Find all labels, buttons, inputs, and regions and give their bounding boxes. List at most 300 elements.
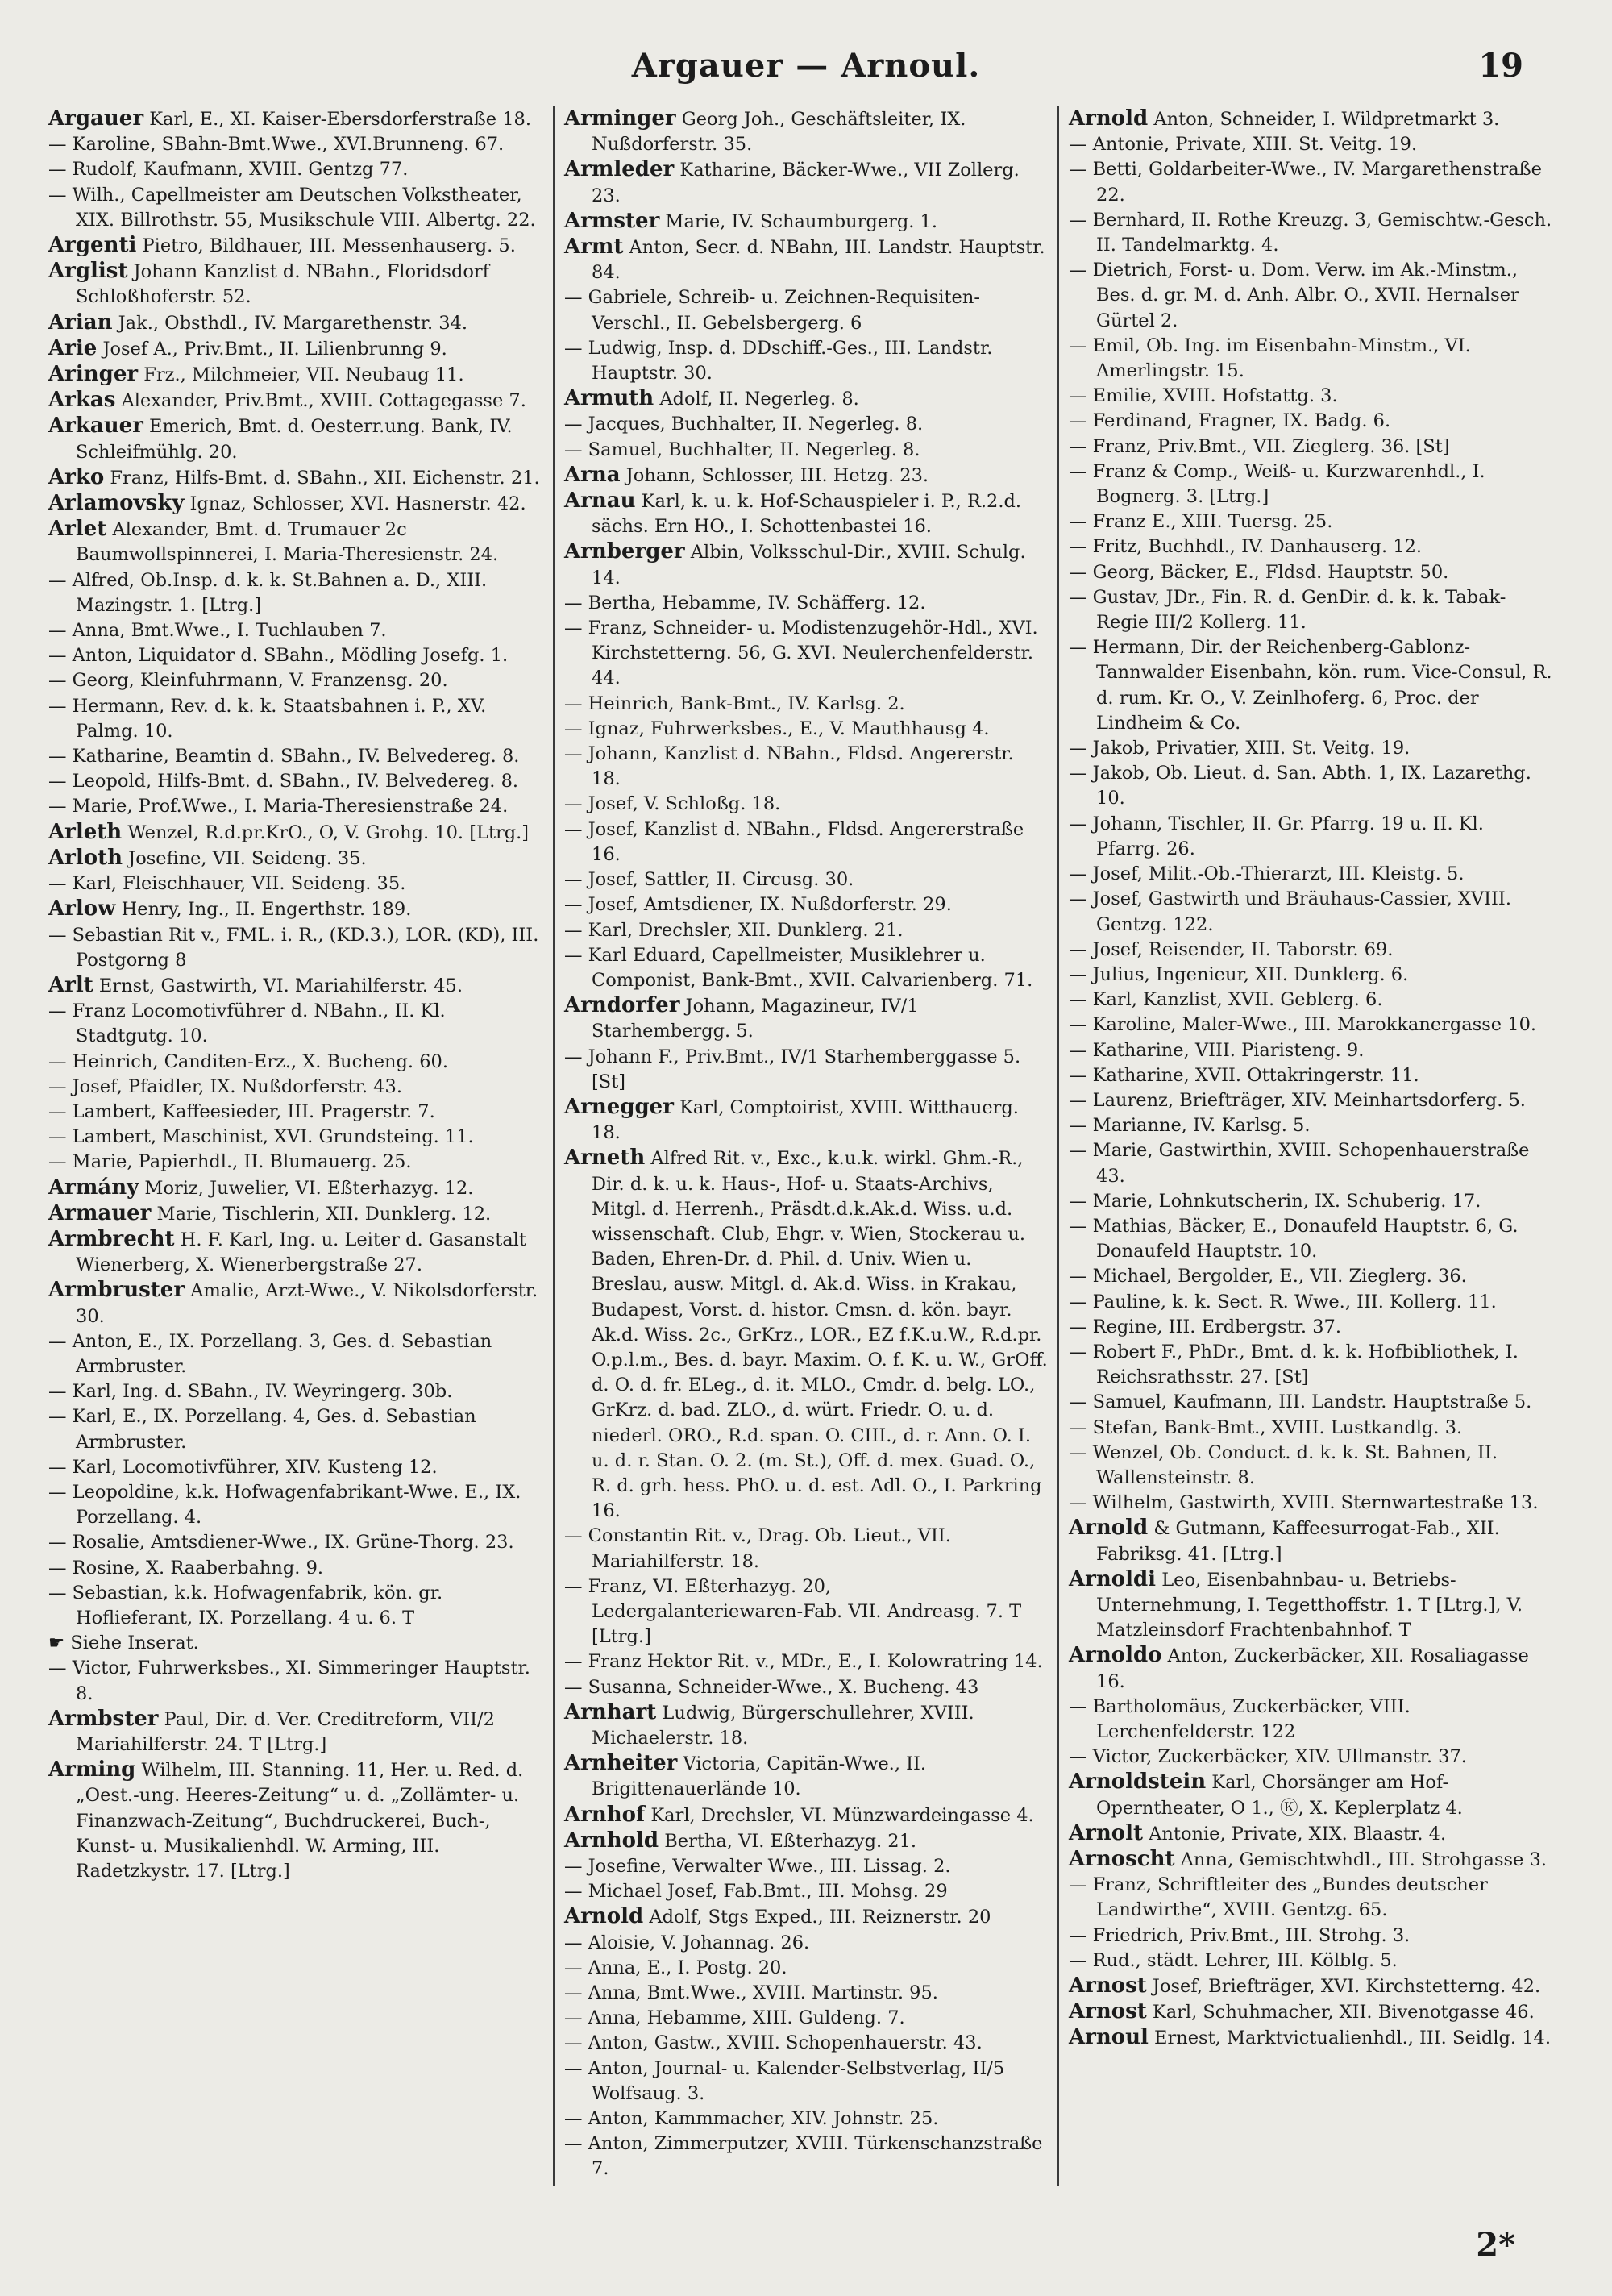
directory-entry	[1069, 1013, 1552, 1038]
entry-details: Georg Joh., Geschäftsleiter, IX. Nußdorferstr. 35.	[592, 109, 966, 156]
entry-surname: Armleder	[564, 157, 675, 182]
entry-details: Emerich, Bmt. d. Oesterr.ung. Bank, IV. Schleifmühlg. 20.	[76, 416, 513, 463]
directory-entry	[564, 2107, 1048, 2132]
entry-surname: Arko	[48, 464, 105, 489]
entry-surname: Arna	[564, 462, 621, 487]
entry-surname: Arnoldo	[1069, 1643, 1162, 1668]
entry-details: Ludwig, Bürgerschullehrer, XVIII. Michaelerstr. 18.	[592, 1702, 974, 1749]
entry-details: — Rosine, X. Raaberbahng. 9.	[48, 1557, 324, 1578]
directory-entry	[1069, 1567, 1552, 1644]
directory-entry	[1069, 384, 1552, 409]
entry-surname: Armbruster	[48, 1278, 185, 1303]
entry-details: Leo, Eisenbahnbau- u. Betriebs-Unternehmung, I. Tegetthoffstr. 1. T [Ltrg.], V. Matzleinsdorf Frachtenbahnhof. T	[1096, 1569, 1523, 1641]
entry-details: Paul, Dir. d. Ver. Creditreform, VII/2 Mariahilferstr. 24. T [Ltrg.]	[76, 1708, 495, 1755]
entry-details: — Anton, Gastw., XVIII. Schopenhauerstr. 43.	[564, 2032, 983, 2054]
entry-details: Frz., Milchmeier, VII. Neubaug 11.	[138, 364, 464, 386]
entry-details: — Josef, Reisender, II. Taborstr. 69.	[1069, 938, 1394, 960]
entry-details: & Gutmann, Kaffeesurrogat-Fab., XII. Fabriksg. 41. [Ltrg.]	[1096, 1518, 1500, 1565]
directory-entry	[48, 388, 543, 414]
entry-surname: Armauer	[48, 1200, 152, 1225]
entry-details: — Anton, Journal- u. Kalender-Selbstverlag, II/5 Wolfsaug. 3.	[564, 2057, 1005, 2104]
entry-surname: Arnhof	[564, 1802, 646, 1827]
directory-entry	[1069, 761, 1552, 811]
entry-details: — Hermann, Rev. d. k. k. Staatsbahnen i. P., XV. Palmg. 10.	[48, 695, 487, 742]
entry-surname: Arian	[48, 310, 113, 335]
entry-details: — Katharine, XVII. Ottakringerstr. 11.	[1069, 1064, 1419, 1086]
directory-entry	[48, 568, 543, 618]
entry-details: — Samuel, Buchhalter, II. Negerleg. 8.	[564, 439, 920, 460]
entry-details: — Gabriele, Schreib- u. Zeichnen-Requisiten-Verschl., II. Gebelsbergerg. 6	[564, 287, 980, 334]
entry-details: — Hermann, Dir. der Reichenberg-Gablonz-Tannwalder Eisenbahn, kön. rum. Vice-Consul, R. d. rum. Kr. O., V. Zeinlhoferg. 6, Proc. der Lindheim & Co.	[1069, 637, 1552, 734]
entry-details: Wilhelm, III. Stanning. 11, Her. u. Red. d. „Oest.-ung. Heeres-Zeitung“ u. d. „Zollämter- u. Finanzwach-Zeitung“, Buchdruckerei, Buch-, Kunst- u. Musikalienhdl. W. Arming, III. Radetzkystr. 17. [Ltrg.]	[76, 1760, 524, 1882]
entry-surname: Arminger	[564, 106, 676, 131]
directory-entry	[1069, 1516, 1552, 1566]
entry-details: — Regine, III. Erdbergstr. 37.	[1069, 1316, 1342, 1337]
directory-entry	[48, 1656, 543, 1706]
entry-details: — Susanna, Schneider-Wwe., X. Bucheng. 43	[564, 1676, 979, 1698]
entry-surname: Argenti	[48, 233, 137, 258]
entry-details: — Leopoldine, k.k. Hofwagenfabrikant-Wwe. E., IX. Porzellang. 4.	[48, 1481, 521, 1529]
directory-entry	[1069, 560, 1552, 585]
entry-details: — Betti, Goldarbeiter-Wwe., IV. Margarethenstraße 22.	[1069, 159, 1542, 206]
entry-details: — Karl, Drechsler, XII. Dunklerg. 21.	[564, 919, 904, 941]
entry-details: Ignaz, Schlosser, XVI. Hasnerstr. 42.	[184, 493, 526, 515]
entry-details: — Anton, E., IX. Porzellang. 3, Ges. d. Sebastian Armbruster.	[48, 1330, 492, 1377]
directory-entry	[564, 1045, 1048, 1095]
entry-details: Johann, Schlosser, III. Hetzg. 23.	[620, 464, 929, 486]
entry-surname: Arlamovsky	[48, 491, 185, 516]
directory-entry	[564, 157, 1048, 208]
entry-details: — Wilhelm, Gastwirth, XVIII. Sternwartestraße 13.	[1069, 1492, 1539, 1514]
entry-details: — Wenzel, Ob. Conduct. d. k. k. St. Bahnen, II. Wallensteinstr. 8.	[1069, 1441, 1498, 1488]
entry-surname: Arlt	[48, 972, 93, 997]
entry-details: — Bernhard, II. Rothe Kreuzg. 3, Gemischtw.-Gesch. II. Tandelmarktg. 4.	[1069, 209, 1552, 256]
entry-details: — Josef, Amtsdiener, IX. Nußdorferstr. 29.	[564, 894, 952, 916]
entry-details: — Jakob, Ob. Lieut. d. San. Abth. 1, IX. Lazarethg. 10.	[1069, 763, 1531, 809]
entry-surname: Arlow	[48, 896, 116, 921]
directory-entry	[564, 1751, 1048, 1802]
entry-details: Karl, k. u. k. Hof-Schauspieler i. P., R.2.d. sächs. Ern HO., I. Schottenbastei 16.	[592, 491, 1022, 538]
directory-entry	[48, 1278, 543, 1329]
entry-surname: Arnoldi	[1069, 1566, 1157, 1591]
entry-details: — Josef, Gastwirth und Bräuhaus-Cassier, XVIII. Gentzg. 122.	[1069, 888, 1511, 935]
entry-details: — Emilie, XVIII. Hofstattg. 3.	[1069, 385, 1338, 407]
entry-details: Johann, Magazineur, IV/1 Starhembergg. 5.	[592, 996, 919, 1042]
entry-details: Anton, Zuckerbäcker, XII. Rosaliagasse 16.	[1096, 1645, 1529, 1692]
entry-details: Anton, Secr. d. NBahn, III. Landstr. Hauptstr. 84.	[592, 237, 1045, 284]
entry-surname: Arnau	[564, 489, 636, 514]
entry-surname: Arkas	[48, 388, 116, 413]
directory-entry	[48, 1125, 543, 1150]
directory-entry	[48, 769, 543, 794]
entry-details: Josef A., Priv.Bmt., II. Lilienbrunng 9.	[97, 338, 447, 360]
entry-details: — Karoline, Maler-Wwe., III. Marokkanergasse 10.	[1069, 1014, 1537, 1036]
directory-entry	[1069, 1873, 1552, 1923]
entry-details: — Stefan, Bank-Bmt., XVIII. Lustkandlg. 3.	[1069, 1416, 1463, 1438]
entry-details: — Georg, Kleinfuhrmann, V. Franzensg. 20.	[48, 670, 448, 692]
directory-entry	[564, 1981, 1048, 2006]
entry-details: — Josef, Milit.-Ob.-Thierarzt, III. Kleistg. 5.	[1069, 863, 1465, 885]
entry-details: Alexander, Bmt. d. Trumauer 2c Baumwollspinnerei, I. Maria-Theresienstr. 24.	[76, 519, 499, 566]
entry-details: — Gustav, JDr., Fin. R. d. GenDir. d. k. k. Tabak-Regie III/2 Kollerg. 11.	[1069, 586, 1506, 634]
entry-details: — Katharine, Beamtin d. SBahn., IV. Belvedereg. 8.	[48, 746, 520, 767]
directory-entry	[564, 386, 1048, 412]
directory-entry	[48, 1581, 543, 1631]
entry-details: Marie, IV. Schaumburgerg. 1.	[659, 210, 938, 232]
directory-entry	[1069, 1038, 1552, 1063]
directory-entry	[48, 923, 543, 973]
entry-surname: Arnhart	[564, 1699, 657, 1724]
entry-details: — Karl Eduard, Capellmeister, Musiklehrer u. Componist, Bank-Bmt., XVII. Calvarienberg. 71.	[564, 944, 1033, 991]
entry-surname: Arie	[48, 335, 98, 360]
directory-entry	[1069, 1643, 1552, 1694]
directory-entry	[1069, 1491, 1552, 1516]
entry-details: — Rosalie, Amtsdiener-Wwe., IX. Grüne-Thorg. 23.	[48, 1532, 514, 1554]
entry-surname: Armster	[564, 208, 660, 233]
directory-entry	[564, 1675, 1048, 1700]
directory-entry	[564, 867, 1048, 892]
entry-details: — Rud., städt. Lehrer, III. Kölblg. 5.	[1069, 1949, 1398, 1971]
entry-details: — Franz Locomotivführer d. NBahn., II. Kl. Stadtgutg. 10.	[48, 1000, 446, 1047]
directory-entry	[1069, 510, 1552, 534]
directory-entry	[1069, 435, 1552, 460]
directory-entry	[48, 999, 543, 1049]
entry-details: Josef, Briefträger, XVI. Kirchstetterng. 42.	[1146, 1976, 1541, 1998]
entry-details: ☛ Siehe Inserat.	[48, 1633, 199, 1654]
directory-entry	[564, 1956, 1048, 1981]
directory-entry	[564, 1931, 1048, 1956]
directory-entry	[1069, 736, 1552, 761]
directory-entry	[564, 1574, 1048, 1650]
directory-entry	[564, 918, 1048, 943]
entry-details: Pietro, Bildhauer, III. Messenhauserg. 5.	[136, 235, 516, 257]
directory-entry	[1069, 1695, 1552, 1745]
directory-entry	[564, 1803, 1048, 1828]
entry-details: Johann Kanzlist d. NBahn., Floridsdorf Schloßhoferstr. 52.	[76, 261, 489, 308]
entry-details: — Samuel, Kaufmann, III. Landstr. Hauptstraße 5.	[1069, 1391, 1532, 1413]
entry-details: — Jacques, Buchhalter, II. Negerleg. 8.	[564, 414, 924, 435]
entry-details: Jak., Obsthdl., IV. Margarethenstr. 34.	[112, 312, 468, 334]
entry-surname: Armbrecht	[48, 1226, 175, 1251]
entry-details: Antonie, Private, XIX. Blaastr. 4.	[1143, 1823, 1447, 1845]
entry-surname: Arnberger	[564, 539, 685, 564]
entry-details: — Bartholomäus, Zuckerbäcker, VIII. Lerchenfelderstr. 122	[1069, 1695, 1410, 1742]
entry-surname: Arnost	[1069, 1974, 1147, 1999]
directory-entry	[1069, 963, 1552, 988]
directory-entry	[48, 1556, 543, 1581]
entry-surname: Armbster	[48, 1706, 159, 1731]
entry-details: — Wilh., Capellmeister am Deutschen Volkstheater, XIX. Billrothstr. 55, Musikschule VIII. Albertg. 22.	[48, 184, 536, 231]
directory-entry	[48, 1227, 543, 1278]
entry-details: — Karl, E., IX. Porzellang. 4, Ges. d. Sebastian Armbruster.	[48, 1406, 476, 1453]
entry-details: — Josefine, Verwalter Wwe., III. Lissag. 2.	[564, 1856, 951, 1878]
entry-details: Alexander, Priv.Bmt., XVIII. Cottagegasse 7.	[115, 390, 526, 412]
directory-entry	[48, 794, 543, 819]
directory-entry	[48, 106, 543, 132]
directory-entry	[1069, 938, 1552, 963]
directory-entry	[1069, 1189, 1552, 1214]
entry-details: Katharine, Bäcker-Wwe., VII Zollerg. 23.	[592, 160, 1020, 206]
directory-entry	[1069, 862, 1552, 887]
entry-details: — Alfred, Ob.Insp. d. k. k. St.Bahnen a. D., XIII. Mazingstr. 1. [Ltrg.]	[48, 569, 488, 616]
entry-surname: Arnold	[564, 1904, 644, 1929]
entry-details: — Johann, Tischler, II. Gr. Pfarrg. 19 u. II. Kl. Pfarrg. 26.	[1069, 813, 1484, 859]
entry-details: — Sebastian, k.k. Hofwagenfabrik, kön. gr. Hoflieferant, IX. Porzellang. 4 u. 6. T	[48, 1582, 443, 1628]
entry-surname: Aringer	[48, 362, 139, 387]
directory-entry	[48, 465, 543, 491]
directory-entry	[48, 1329, 543, 1379]
directory-entry	[564, 336, 1048, 386]
entry-details: Henry, Ing., II. Engerthstr. 189.	[115, 899, 412, 921]
directory-entry	[1069, 1113, 1552, 1138]
directory-entry	[48, 310, 543, 336]
directory-entry	[564, 438, 1048, 463]
directory-entry	[1069, 585, 1552, 635]
directory-entry	[564, 1828, 1048, 1854]
entry-details: — Leopold, Hilfs-Bmt. d. SBahn., IV. Belvedereg. 8.	[48, 771, 519, 792]
directory-entry	[564, 106, 1048, 157]
entry-details: Ernest, Marktvictualienhdl., III. Seidlg. 14.	[1148, 2028, 1552, 2049]
entry-details: — Marie, Papierhdl., II. Blumauerg. 25.	[48, 1151, 412, 1173]
directory-entry	[1069, 812, 1552, 862]
directory-entry	[48, 1175, 543, 1201]
directory-entry	[48, 183, 543, 233]
entry-details: — Constantin Rit. v., Drag. Ob. Lieut., VII. Mariahilferstr. 18.	[564, 1525, 951, 1572]
entry-details: — Sebastian Rit v., FML. i. R., (KD.3.), LOR. (KD), III. Postgorng 8	[48, 924, 539, 971]
entry-details: — Katharine, VIII. Piaristeng. 9.	[1069, 1039, 1365, 1061]
directory-entry	[564, 792, 1048, 817]
entry-details: — Victor, Zuckerbäcker, XIV. Ullmanstr. 37.	[1069, 1746, 1467, 1768]
entry-details: — Karl, Fleischhauer, VII. Seideng. 35.	[48, 873, 406, 895]
entry-details: — Franz Hektor Rit. v., MDr., E., I. Kolowratring 14.	[564, 1651, 1043, 1673]
directory-entry	[48, 1480, 543, 1530]
entry-details: — Julius, Ingenieur, XII. Dunklerg. 6.	[1069, 963, 1409, 985]
directory-entry	[564, 1904, 1048, 1930]
directory-entry	[48, 1530, 543, 1555]
entry-details: — Pauline, k. k. Sect. R. Wwe., III. Kollerg. 11.	[1069, 1291, 1497, 1312]
directory-entry	[1069, 1745, 1552, 1770]
directory-entry	[564, 1649, 1048, 1674]
entry-surname: Argauer	[48, 106, 144, 131]
entry-details: — Ignaz, Fuhrwerksbes., E., V. Mauthhausg 4.	[564, 718, 990, 739]
entry-details: Bertha, VI. Eßterhazyg. 21.	[659, 1830, 917, 1852]
directory-entry	[1069, 1290, 1552, 1315]
entry-details: — Franz, Schriftleiter des „Bundes deutscher Landwirthe“, XVIII. Gentzg. 65.	[1069, 1874, 1488, 1921]
entry-details: Alfred Rit. v., Exc., k.u.k. wirkl. Ghm.-R., Dir. d. k. u. k. Haus-, Hof- u. Staats-Archivs, Mitgl. d. Herrenh., Präsdt.d.k.Ak.d. Wiss. u.d. wissenschaft. Club, Ehgr. v. Wien, Stockerau u. Baden, Ehren-Dr. d. Phil. d. Univ. Wien u. Breslau, ausw. Mitgl. d. Ak.d. Wiss. in Krakau, Budapest, Vorst. d. histor. Cmsn. d. kön. bayr. Ak.d. Wiss. 2c., GrKrz., LOR., EZ f.K.u.W., R.d.pr. O.p.l.m., Bes. d. bayr. Maxim. O. f. K. u. W., GrOff. d. O. d. fr. ELeg., d. it. MLO., Cmdr. d. belg. LO., GrKrz. d. bad. ZLO., d. würt. Friedr. O. u. d. niederl. ORO., R.d. span. O. CIII., d. r. Ann. O. I. u. d. r. Stan. O. 2. (m. St.), Off. d. mex. Guad. O., R. d. grh. hess. PhO. u. d. est. Adl. O., I. Parkring 16.	[592, 1148, 1048, 1522]
directory-entry	[48, 1050, 543, 1075]
directory-entry	[1069, 1340, 1552, 1390]
entry-details: Karl, Chorsänger am Hof-Operntheater, O 1., Ⓚ, X. Keplerplatz 4.	[1096, 1772, 1463, 1819]
directory-entry	[564, 2057, 1048, 2107]
entry-details: Anna, Gemischtwhdl., III. Strohgasse 3.	[1174, 1849, 1547, 1871]
entry-surname: Arnoscht	[1069, 1847, 1175, 1872]
directory-entry	[48, 517, 543, 568]
entry-surname: Arnoul	[1069, 2025, 1149, 2050]
entry-surname: Arkauer	[48, 414, 143, 439]
entry-details: — Karoline, SBahn-Bmt.Wwe., XVI.Brunneng. 67.	[48, 134, 505, 156]
entry-details: — Josef, Pfaidler, IX. Nußdorferstr. 43.	[48, 1075, 402, 1097]
directory-entry	[48, 414, 543, 464]
entry-surname: Arnoldstein	[1069, 1770, 1207, 1795]
directory-entry	[48, 1075, 543, 1100]
directory-entry	[564, 2031, 1048, 2056]
directory-entry	[564, 235, 1048, 285]
entry-surname: Armány	[48, 1175, 139, 1200]
directory-entry	[1069, 1924, 1552, 1949]
entry-surname: Arglist	[48, 259, 128, 284]
entry-details: Anton, Schneider, I. Wildpretmarkt 3.	[1148, 109, 1500, 130]
directory-entry	[48, 132, 543, 157]
directory-entry	[1069, 988, 1552, 1013]
directory-entry	[564, 692, 1048, 717]
entry-details: — Johann, Kanzlist d. NBahn., Fldsd. Angererstr. 18.	[564, 743, 1014, 790]
entry-details: — Friedrich, Priv.Bmt., III. Strohg. 3.	[1069, 1924, 1410, 1946]
entry-details: — Anna, E., I. Postg. 20.	[564, 1957, 787, 1978]
directory-entry	[48, 871, 543, 896]
entry-details: — Lambert, Kaffeesieder, III. Pragerstr. 7.	[48, 1100, 435, 1122]
entry-surname: Arlet	[48, 517, 107, 542]
directory-entry	[48, 668, 543, 693]
entry-details: — Anna, Bmt.Wwe., XVIII. Martinstr. 95.	[564, 1982, 938, 2004]
entry-details: Ernst, Gastwirth, VI. Mariahilferstr. 45.	[93, 975, 463, 996]
directory-entry	[1069, 460, 1552, 510]
directory-entry	[48, 1757, 543, 1884]
entry-details: — Aloisie, V. Johannag. 26.	[564, 1932, 810, 1953]
entry-details: — Ludwig, Insp. d. DDschiff.-Ges., III. Landstr. Hauptstr. 30.	[564, 337, 993, 385]
directory-entry	[1069, 1138, 1552, 1188]
column-2	[553, 106, 1057, 2186]
entry-details: Marie, Tischlerin, XII. Dunklerg. 12.	[151, 1203, 492, 1225]
directory-entry	[564, 285, 1048, 335]
directory-entry	[564, 993, 1048, 1044]
entry-details: Karl, E., XI. Kaiser-Ebersdorferstraße 18.	[143, 109, 531, 130]
entry-details: — Mathias, Bäcker, E., Donaufeld Hauptstr. 6, G. Donaufeld Hauptstr. 10.	[1069, 1215, 1519, 1262]
entry-details: — Franz E., XIII. Tuersg. 25.	[1069, 511, 1333, 533]
directory-entry	[48, 1404, 543, 1454]
directory-entry	[1069, 1390, 1552, 1415]
entry-details: — Franz, VI. Eßterhazyg. 20, Ledergalanteriewaren-Fab. VII. Andreasg. 7. T [Ltrg.]	[564, 1575, 1022, 1648]
entry-surname: Arnegger	[564, 1094, 674, 1119]
directory-entry	[48, 1100, 543, 1125]
directory-entry	[564, 463, 1048, 489]
directory-entry	[564, 1700, 1048, 1751]
directory-entry	[48, 694, 543, 744]
directory-entry	[1069, 258, 1552, 334]
directory-entry	[1069, 635, 1552, 736]
directory-entry	[1069, 2025, 1552, 2051]
directory-entry	[1069, 157, 1552, 207]
page-header	[0, 47, 1612, 95]
entry-surname: Arnold	[1069, 106, 1149, 131]
entry-details: H. F. Karl, Ing. u. Leiter d. Gasanstalt Wienerberg, X. Wienerbergstraße 27.	[76, 1229, 526, 1276]
directory-entry	[1069, 1974, 1552, 1999]
entry-details: — Johann F., Priv.Bmt., IV/1 Starhemberggasse 5. [St]	[564, 1046, 1021, 1092]
directory-entry	[48, 846, 543, 871]
entry-details: — Laurenz, Briefträger, XIV. Meinhartsdorferg. 5.	[1069, 1089, 1526, 1111]
directory-entry	[564, 742, 1048, 792]
entry-details: — Anna, Hebamme, XIII. Guldeng. 7.	[564, 2007, 905, 2029]
entry-details: Adolf, II. Negerleg. 8.	[654, 389, 859, 410]
directory-entry	[564, 2006, 1048, 2031]
entry-details: — Rudolf, Kaufmann, XVIII. Gentzg 77.	[48, 159, 409, 181]
directory-entry	[1069, 1315, 1552, 1340]
directory-entry	[1069, 1416, 1552, 1441]
entry-details: — Josef, Kanzlist d. NBahn., Fldsd. Angererstraße 16.	[564, 818, 1024, 865]
entry-surname: Arnold	[1069, 1516, 1149, 1541]
entry-details: — Ferdinand, Fragner, IX. Badg. 6.	[1069, 410, 1391, 432]
entry-details: — Franz, Priv.Bmt., VII. Zieglerg. 36. [St]	[1069, 435, 1450, 457]
directory-entry	[564, 892, 1048, 917]
column-3	[1057, 106, 1562, 2186]
column-1	[48, 106, 553, 2186]
directory-entry	[48, 896, 543, 922]
entry-details: — Heinrich, Bank-Bmt., IV. Karlsg. 2.	[564, 693, 905, 714]
directory-entry	[564, 1095, 1048, 1146]
directory-entry	[48, 1201, 543, 1227]
entry-surname: Arleth	[48, 819, 123, 844]
entry-surname: Arneth	[564, 1146, 646, 1171]
entry-details: — Marie, Gastwirthin, XVIII. Schopenhauerstraße 43.	[1069, 1140, 1530, 1187]
directory-entry	[48, 157, 543, 182]
entry-details: — Karl, Ing. d. SBahn., IV. Weyringerg. 30b.	[48, 1381, 453, 1403]
directory-entry	[564, 2132, 1048, 2182]
directory-entry	[564, 412, 1048, 437]
directory-entry	[48, 643, 543, 668]
entry-surname: Arloth	[48, 845, 123, 870]
directory-entry	[564, 616, 1048, 692]
directory-entry	[48, 820, 543, 846]
directory-entry	[564, 1146, 1048, 1524]
directory-entry	[1069, 1088, 1552, 1113]
directory-entry	[48, 336, 543, 362]
page-number: 19	[1478, 47, 1523, 85]
entry-details: — Emil, Ob. Ing. im Eisenbahn-Minstm., VI. Amerlingstr. 15.	[1069, 335, 1471, 382]
entry-details: — Josef, Sattler, II. Circusg. 30.	[564, 869, 854, 891]
entry-details: — Georg, Bäcker, E., Fldsd. Hauptstr. 50.	[1069, 561, 1449, 583]
entry-details: Victoria, Capitän-Wwe., II. Brigittenauerlände 10.	[592, 1753, 927, 1800]
entry-details: Adolf, Stgs Exped., III. Reiznerstr. 20	[643, 1907, 991, 1928]
entry-details: Karl, Schuhmacher, XII. Bivenotgasse 46.	[1146, 2002, 1535, 2024]
directory-entry	[1069, 1847, 1552, 1873]
directory-entry	[1069, 1441, 1552, 1491]
directory-entry	[564, 717, 1048, 742]
directory-columns	[48, 106, 1564, 2186]
entry-details: Amalie, Arzt-Wwe., V. Nikolsdorferstr. 30.	[76, 1280, 538, 1327]
directory-entry	[1069, 1264, 1552, 1289]
entry-details: — Karl, Kanzlist, XVII. Geblerg. 6.	[1069, 989, 1383, 1011]
directory-entry	[1069, 132, 1552, 157]
directory-entry	[1069, 1063, 1552, 1088]
directory-entry	[564, 209, 1048, 235]
directory-entry	[1069, 1770, 1552, 1820]
entry-surname: Arnhold	[564, 1828, 659, 1853]
directory-entry	[564, 1524, 1048, 1574]
directory-entry	[564, 943, 1048, 993]
directory-entry	[1069, 1949, 1552, 1974]
directory-entry	[564, 591, 1048, 616]
directory-entry	[1069, 1999, 1552, 2025]
entry-details: — Karl, Locomotivführer, XIV. Kusteng 12.	[48, 1456, 438, 1478]
directory-entry	[1069, 409, 1552, 434]
directory-entry	[48, 259, 543, 310]
entry-details: — Franz & Comp., Weiß- u. Kurzwarenhdl., I. Bognerg. 3. [Ltrg.]	[1069, 460, 1485, 508]
directory-entry	[48, 1150, 543, 1175]
entry-details: Moriz, Juwelier, VI. Eßterhazyg. 12.	[139, 1177, 474, 1199]
entry-surname: Arndorfer	[564, 993, 680, 1018]
entry-details: — Franz, Schneider- u. Modistenzugehör-Hdl., XVI. Kirchstetterng. 56, G. XVI. Neulerchenfelderstr. 44.	[564, 618, 1038, 689]
directory-entry	[48, 744, 543, 769]
directory-entry	[48, 1379, 543, 1404]
